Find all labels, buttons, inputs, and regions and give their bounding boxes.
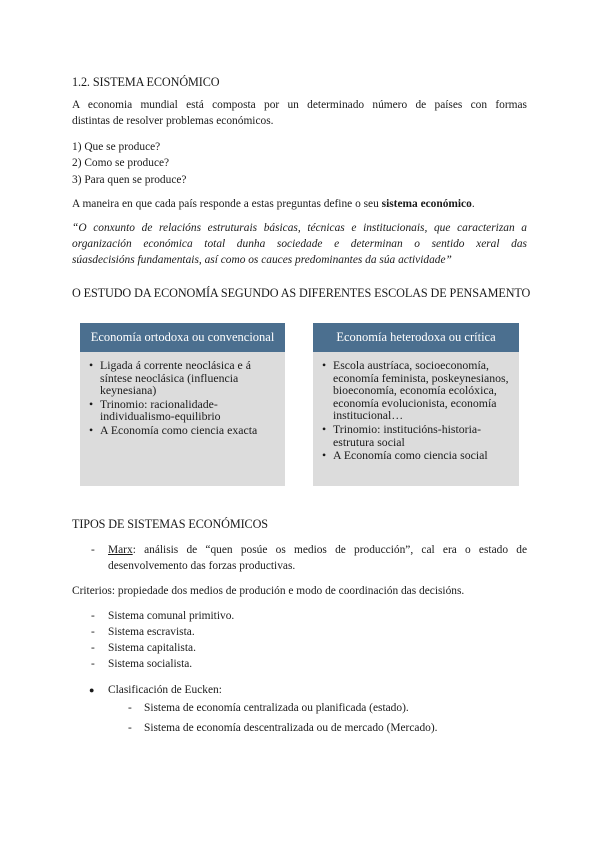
system-item: Sistema escravista. [108,626,195,638]
orthodox-item: • Trinomio: racionalidade-individualismo-equilibrio [89,396,221,424]
dash-icon: - [128,722,132,734]
intro-line-2: distintas de resolver problemas económicos. [72,115,274,127]
definition-end: . [471,198,475,210]
bullet-icon: • [322,421,327,436]
question-item: 2) Como se produce? [72,157,170,170]
heterodox-economics-box [313,323,519,486]
dash-icon: - [91,642,95,654]
dash-icon: - [91,658,95,670]
definition-paragraph [72,197,475,212]
criteria-text: Criterios: propiedade dos medios de produción e modo de coordinación das decisións. [72,585,465,597]
system-item: Sistema capitalista. [108,642,196,654]
types-heading: TIPOS DE SISTEMAS ECONÓMICOS [72,517,268,531]
question-item: 1) Que se produce? [72,141,161,153]
bullet-icon: • [322,448,327,463]
question-item: 3) Para quen se produce? [72,173,187,186]
bullet-icon: • [322,358,327,372]
definition-bold: sistema económico [381,198,472,210]
marx-line-1: Marx: análisis de “quen posúe os medios de producción”, cal era o estado de [108,544,527,556]
heterodox-item: • Trinomio: institucións-historia-estrutura social [322,421,482,449]
questions-list [72,139,187,188]
definition-text: A maneira en que cada país responde a estas preguntas define o seu [72,198,382,210]
dash-icon: - [128,702,132,714]
orthodox-item: • Ligada á corrente neoclásica e á síntese neoclásica (influencia keynesiana) [89,358,251,398]
quote-line-1: “O conxunto de relacións estruturais básicas, técnicas e institucionais, que caracterizan a [72,222,527,234]
heterodox-item: • Escola austríaca, socioeconomía, economía feminista, poskeynesianos, bioeconomía, economía ecolóxica, economía evolucionista, economía institucional… [322,358,509,423]
quote-line-2: organización económica total dunha sociedade e determinan o sentido xeral das [72,238,527,250]
bullet-icon: • [89,396,94,411]
eucken-item: Sistema de economía centralizada ou planificada (estado). [144,702,409,714]
bullet-icon: • [89,358,94,372]
orthodox-economics-box [80,323,285,486]
system-item: Sistema comunal primitivo. [108,610,235,622]
orthodox-box-title: Economía ortodoxa ou convencional [80,323,285,352]
eucken-label: Clasificación de Eucken: [108,684,222,696]
dash-icon: - [91,626,95,638]
dash-icon: - [91,610,95,622]
dash-icon: - [91,544,95,556]
eucken-item: Sistema de economía descentralizada ou de mercado (Mercado). [144,722,438,734]
bullet-icon: • [89,422,94,437]
heterodox-item: • A Economía como ciencia social [322,448,488,463]
quote-line-3: súasdecisións fundamentais, así como os cauces predominantes da súa actividade” [72,254,452,266]
marx-line-2: desenvolvemento das forzas productivas. [108,560,296,572]
schools-heading: O ESTUDO DA ECONOMÍA SEGUNDO AS DIFERENTES ESCOLAS DE PENSAMENTO [72,286,531,300]
orthodox-item: • A Economía como ciencia exacta [89,422,258,437]
heterodox-box-title: Economía heterodoxa ou crítica [313,323,519,352]
round-bullet-icon: ● [89,685,95,695]
intro-line-1: A economia mundial está composta por un determinado número de países con formas [72,99,527,111]
section-title: 1.2. SISTEMA ECONÓMICO [72,75,220,89]
system-item: Sistema socialista. [108,658,193,670]
marx-label: Marx [108,544,133,556]
